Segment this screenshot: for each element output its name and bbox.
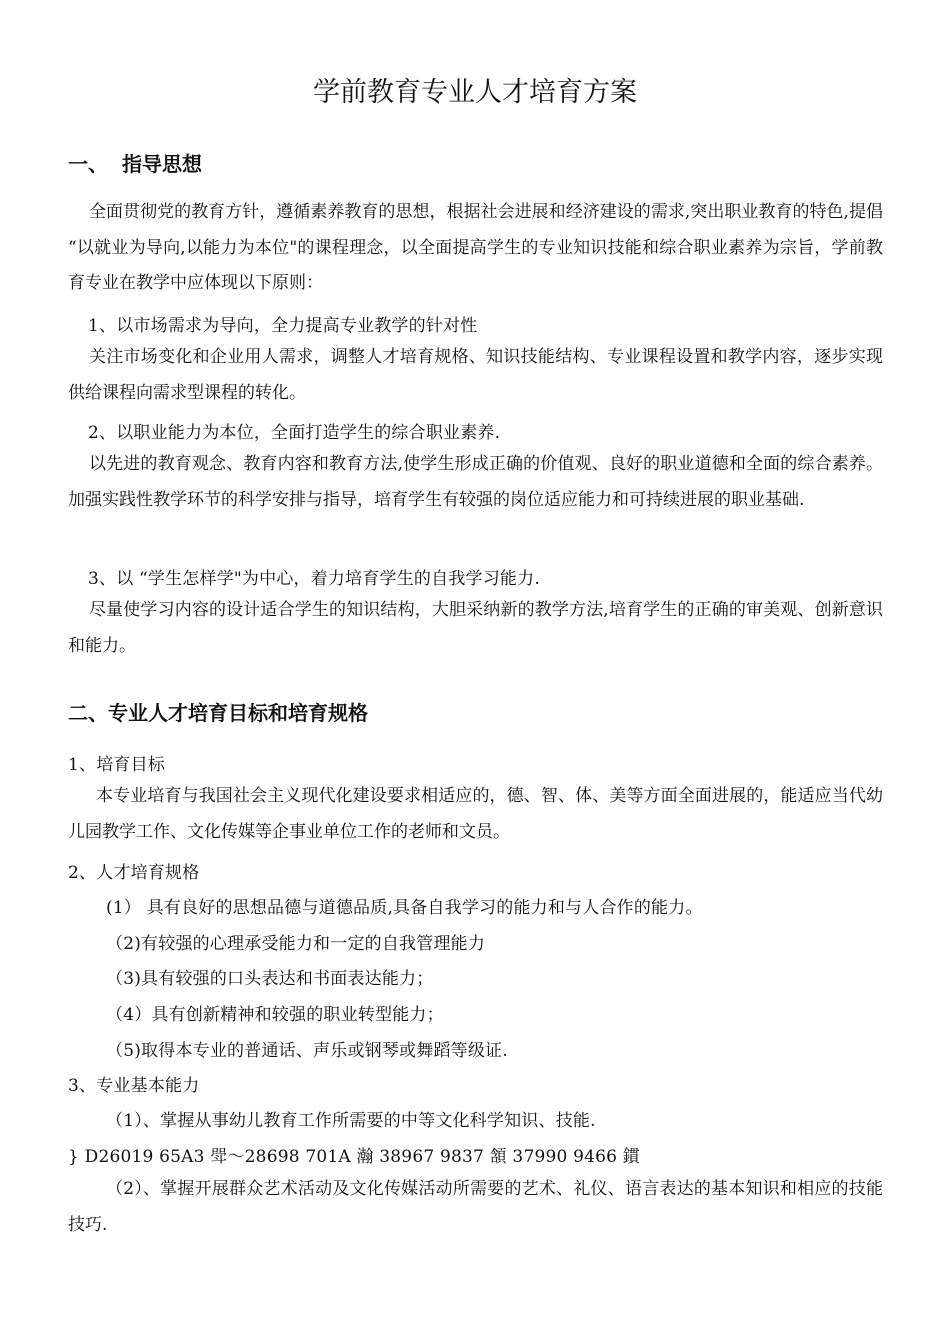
- ability-title: 3、专业基本能力: [68, 1076, 200, 1096]
- principle-2-title: 2、以职业能力为本位，全面打造学生的综合职业素养.: [88, 423, 501, 443]
- spec-title: 2、人才培育规格: [68, 863, 200, 883]
- spec-item: （5)取得本专业的普通话、声乐或钢琴或舞蹈等级证.: [106, 1041, 508, 1061]
- section-1-number: 一、: [68, 152, 108, 176]
- principle-1-body: 关注市场变化和企业用人需求，调整人才培育规格、知识技能结构、专业课程设置和教学内容，逐步实现供给课程向需求型课程的转化。: [68, 347, 883, 403]
- spec-item: （2)有较强的心理承受能力和一定的自我管理能力: [106, 934, 486, 954]
- ability-item-1: （1）、掌握从事幼儿教育工作所需要的中等文化科学知识、技能.: [106, 1111, 596, 1131]
- spec-item: （4）具有创新精神和较强的职业转型能力；: [106, 1005, 444, 1025]
- garbled-text-line: } D26019 65A3 斝～28698 701A 瀚 38967 9837 頷 37990 9466 鏆: [68, 1147, 640, 1167]
- principle-2-body: 以先进的教育观念、教育内容和教育方法,使学生形成正确的价值观、良好的职业道德和全面的综合素养。加强实践性教学环节的科学安排与指导，培育学生有较强的岗位适应能力和可持续进展的职业基础.: [68, 454, 883, 510]
- goal-title: 1、培育目标: [68, 755, 166, 775]
- section-1-intro: 全面贯彻党的教育方针，遵循素养教育的思想，根据社会进展和经济建设的需求,突出职业教育的特色,提倡 “以就业为导向,以能力为本位"的课程理念，以全面提高学生的专业知识技能和综合职业素养为宗旨，学前教育专业在教学中应体现以下原则：: [68, 202, 883, 293]
- section-1-title: 指导思想: [122, 152, 202, 176]
- principle-3-title: 3、以 “学生怎样学"为中心，着力培育学生的自我学习能力.: [88, 569, 540, 589]
- spec-item: (1） 具有良好的思想品德与道德品质,具备自我学习的能力和与人合作的能力。: [106, 898, 703, 918]
- section-2-heading: 二、专业人才培育目标和培育规格: [68, 701, 368, 725]
- principle-3-body: 尽量使学习内容的设计适合学生的知识结构，大胆采纳新的教学方法,培育学生的正确的审美观、创新意识和能力。: [68, 600, 883, 656]
- goal-body: 本专业培育与我国社会主义现代化建设要求相适应的，德、智、体、美等方面全面进展的，能适应当代幼儿园教学工作、文化传媒等企事业单位工作的老师和文员。: [68, 786, 883, 842]
- document-title: 学前教育专业人才培育方案: [313, 77, 637, 108]
- spec-item: （3)具有较强的口头表达和书面表达能力；: [106, 969, 434, 989]
- section-1-heading: [68, 148, 202, 177]
- principle-1-title: 1、以市场需求为导向，全力提高专业教学的针对性: [88, 316, 478, 336]
- ability-item-2: （2）、掌握开展群众艺术活动及文化传媒活动所需要的艺术、礼仪、语言表达的基本知识和相应的技能技巧.: [68, 1179, 883, 1235]
